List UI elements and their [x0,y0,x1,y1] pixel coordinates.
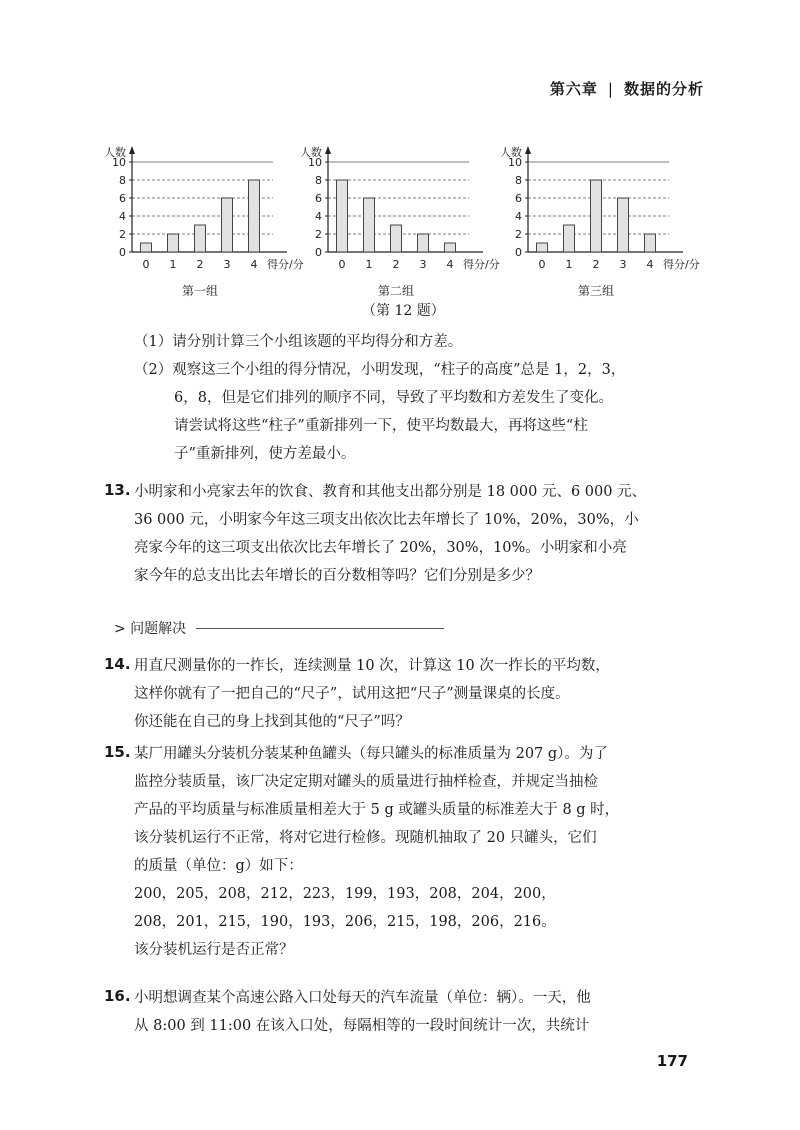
y-tick-label: 6 [515,192,522,205]
chart-caption-2: 第二组 [377,284,414,298]
y-tick-label: 8 [119,174,126,187]
q15-line: 监控分装质量，该厂决定定期对罐头的质量进行抽样检查，并规定当抽检 [134,774,598,790]
y-tick-label: 2 [315,228,322,241]
chart-caption-1: 第一组 [181,284,218,298]
x-tick-label: 2 [196,258,204,271]
bar [337,180,348,252]
bar [222,198,233,252]
q12-part2-line: 子”重新排列，使方差最小。 [174,446,356,462]
y-tick-label: 10 [308,156,322,169]
q13-number: 13. [104,481,131,499]
bar [364,198,375,252]
q15-line: 产品的平均质量与标准质量相差大于 5 g 或罐头质量的标准差大于 8 g 时， [134,802,620,818]
q15-question: 该分装机运行是否正常？ [134,942,294,958]
q15-line: 该分装机运行不正常，将对它进行检修。现随机抽取了 20 只罐头，它们 [134,830,597,846]
q13-line: 亮家今年的这三项支出依次比去年增长了 20%，30%，10%。小明家和小亮 [134,540,627,556]
y-tick-label: 0 [315,246,322,259]
x-tick-label: 1 [365,258,373,271]
bar [418,234,429,252]
q14-line: 你还能在自己的身上找到其他的“尺子”吗？ [134,714,410,730]
q15-number: 15. [104,743,131,761]
y-tick-label: 0 [515,246,522,259]
y-axis-arrow [129,146,135,154]
x-tick-label: 3 [223,258,231,271]
x-tick-label: 0 [142,258,150,271]
section-rule [196,628,444,629]
q12-part2-line: 请尝试将这些“柱子”重新排列一下，使平均数最大，再将这些“柱 [174,418,588,434]
x-tick-label: 0 [538,258,546,271]
q14-line: 用直尺测量你的一拃长，连续测量 10 次，计算这 10 次一拃长的平均数， [134,658,610,674]
q13-line: 小明家和小亮家去年的饮食、教育和其他支出都分别是 18 000 元、6 000 元、 [134,484,647,500]
y-tick-label: 8 [315,174,322,187]
q13-body [134,478,646,590]
section-problem-solving [114,618,444,638]
q12-part2-line: （2）观察这三个小组的得分情况，小明发现，“柱子的高度”总是 1，2，3， [134,362,626,378]
y-tick-label: 10 [508,156,522,169]
q16-line: 小明想调查某个高速公路入口处每天的汽车流量（单位：辆）。一天，他 [134,990,591,1006]
x-tick-label: 0 [338,258,346,271]
bar [591,180,602,252]
y-tick-label: 4 [315,210,322,223]
q15-body [134,740,619,964]
q14-line: 这样你就有了一把自己的“尺子”，试用这把“尺子”测量课桌的长度。 [134,686,570,702]
bar [249,180,260,252]
q16-number: 16. [104,987,131,1005]
y-tick-label: 4 [515,210,522,223]
y-tick-label: 6 [315,192,322,205]
q13-line: 36 000 元，小明家今年这三项支出依次比去年增长了 10%，20%，30%，小 [134,512,639,528]
y-axis-label: 人数 [300,146,322,159]
x-tick-label: 3 [419,258,427,271]
q14-number: 14. [104,655,131,673]
x-axis-label: 得分/分 [267,258,304,271]
bar [195,225,206,252]
chart-group-2 [296,140,516,284]
running-header [550,78,704,99]
x-axis-label: 得分/分 [663,258,700,271]
x-tick-label: 2 [392,258,400,271]
y-tick-label: 2 [515,228,522,241]
q12-part1: （1）请分别计算三个小组该题的平均得分和方差。 [134,334,463,350]
y-tick-label: 10 [112,156,126,169]
x-tick-label: 1 [565,258,573,271]
y-tick-label: 2 [119,228,126,241]
figure-caption: （第 12 题） [362,303,445,319]
x-axis-label: 得分/分 [463,258,500,271]
chart-svg-1 [100,140,320,280]
bar [645,234,656,252]
section-title: > 问题解决 [114,621,187,637]
q12-body [134,328,625,468]
x-tick-label: 4 [250,258,258,271]
x-tick-label: 4 [446,258,454,271]
chapter-label: 第六章 [549,80,598,98]
q15-line: 某厂用罐头分装机分装某种鱼罐头（每只罐头的标准质量为 207 g）。为了 [134,746,608,762]
chart-svg-2 [296,140,516,280]
q14-body [134,652,610,736]
bar [168,234,179,252]
x-tick-label: 3 [619,258,627,271]
q12-part2-line: 6，8，但是它们排列的顺序不同，导致了平均数和方差发生了变化。 [174,390,613,406]
chapter-title: 数据的分析 [623,80,704,98]
y-tick-label: 6 [119,192,126,205]
q16-line: 从 8:00 到 11:00 在该入口处，每隔相等的一段时间统计一次，共统计 [134,1018,590,1034]
chart-svg-3 [496,140,716,280]
y-axis-arrow [525,146,531,154]
chart-caption-3: 第三组 [577,284,614,298]
y-tick-label: 0 [119,246,126,259]
header-separator: | [607,80,614,98]
x-tick-label: 1 [169,258,177,271]
y-tick-label: 8 [515,174,522,187]
y-axis-label: 人数 [104,146,126,159]
bar [391,225,402,252]
bar [618,198,629,252]
bar [445,243,456,252]
q13-line: 家今年的总支出比去年增长的百分数相等吗？它们分别是多少？ [134,568,540,584]
x-tick-label: 4 [646,258,654,271]
page-number: 177 [656,1052,688,1070]
bar [537,243,548,252]
q15-line: 的质量（单位：g）如下： [134,858,303,874]
x-tick-label: 2 [592,258,600,271]
y-axis-label: 人数 [500,146,522,159]
y-axis-arrow [325,146,331,154]
q15-data-line: 200，205，208，212，223，199，193，208，204，200， [134,886,556,902]
chart-group-3 [496,140,716,284]
bar [141,243,152,252]
q16-body [134,984,591,1040]
bar [564,225,575,252]
chart-group-1 [100,140,320,284]
q15-data-line: 208，201，215，190，193，206，215，198，206，216。 [134,914,556,930]
y-tick-label: 4 [119,210,126,223]
